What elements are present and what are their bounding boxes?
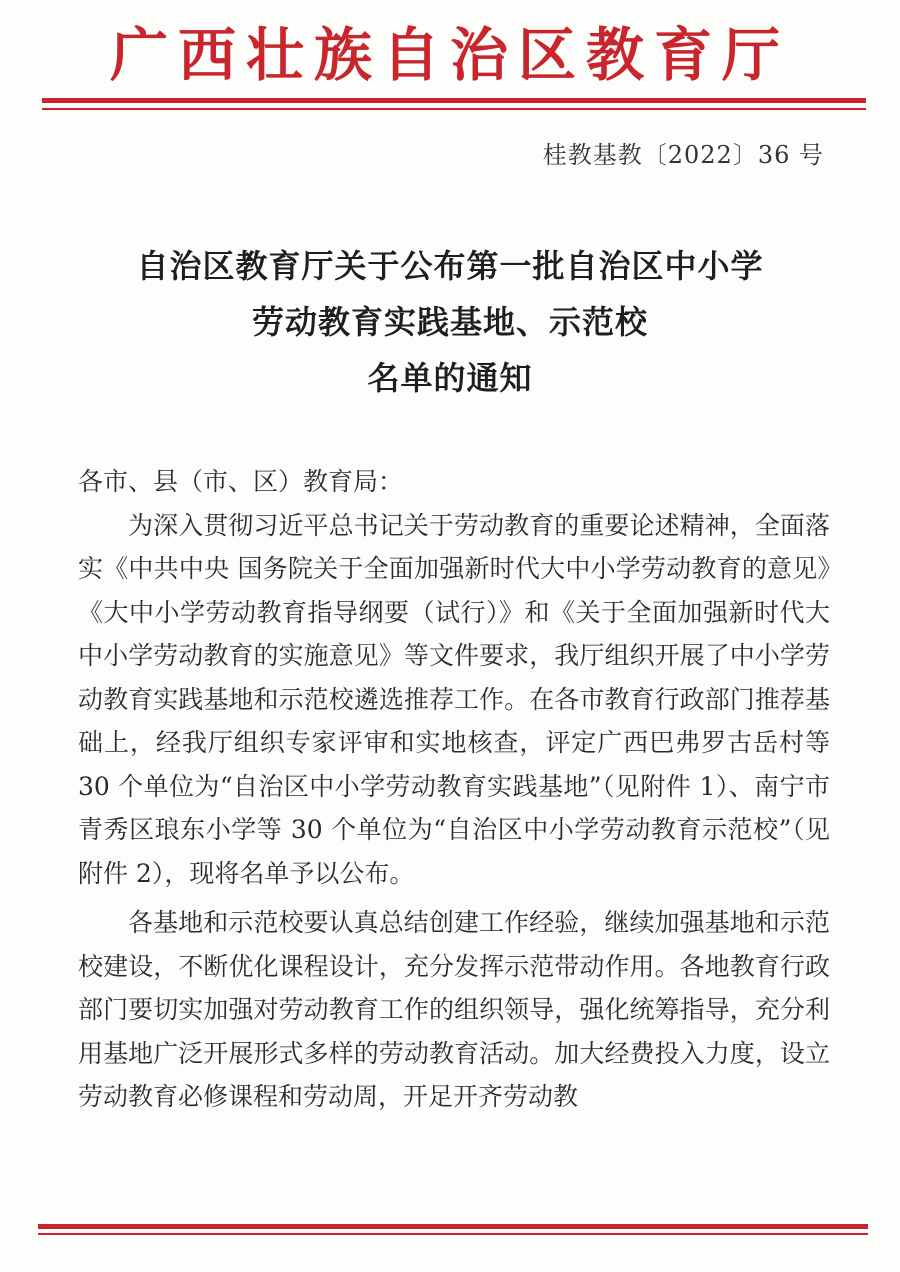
header-red-rule-thick [42,98,866,103]
body-paragraph-2: 各基地和示范校要认真总结创建工作经验，继续加强基地和示范校建设，不断优化课程设计，充分发挥示范带动作用。各地教育行政部门要切实加强对劳动教育工作的组织领导，强化统筹指导，充分利用基地广泛开展形式多样的劳动教育活动。加大经费投入力度，设立劳动教育必修课程和劳动周，开足开齐劳动教 [78,908,830,1111]
notice-title [0,238,900,406]
notice-title-line-1: 自治区教育厅关于公布第一批自治区中小学 [136,247,764,285]
document-number: 桂教基教〔2022〕36 号 [542,141,824,169]
issuing-organization-title: 广西壮族自治区教育厅 [109,21,790,89]
notice-body [78,460,830,1119]
header-red-rule-thin [42,108,866,110]
footer-red-rule-thick [38,1224,868,1229]
body-paragraph-1: 为深入贯彻习近平总书记关于劳动教育的重要论述精神，全面落实《中共中央 国务院关于全面加强新时代大中小学劳动教育的意见》《大中小学劳动教育指导纲要（试行）》和《关于全面加强新时代大中小学劳动教育的实施意见》等文件要求，我厅组织开展了中小学劳动教育实践基地和示范校遴选推荐工作。在各市教育行政部门推荐基础上，经我厅组织专家评审和实地核查，评定广西巴弗罗古岳村等 30 个单位为“自治区中小学劳动教育实践基地”（见附件 1）、南宁市青秀区琅东小学等 30 个单位为“自治区中小学劳动教育示范校”（见附件 2），现将名单予以公布。 [78,510,830,888]
notice-title-line-3: 名单的通知 [367,359,533,397]
salutation: 各市、县（市、区）教育局： [78,467,404,496]
footer-red-rule-thin [38,1233,868,1235]
notice-title-line-2: 劳动教育实践基地、示范校 [251,303,648,341]
